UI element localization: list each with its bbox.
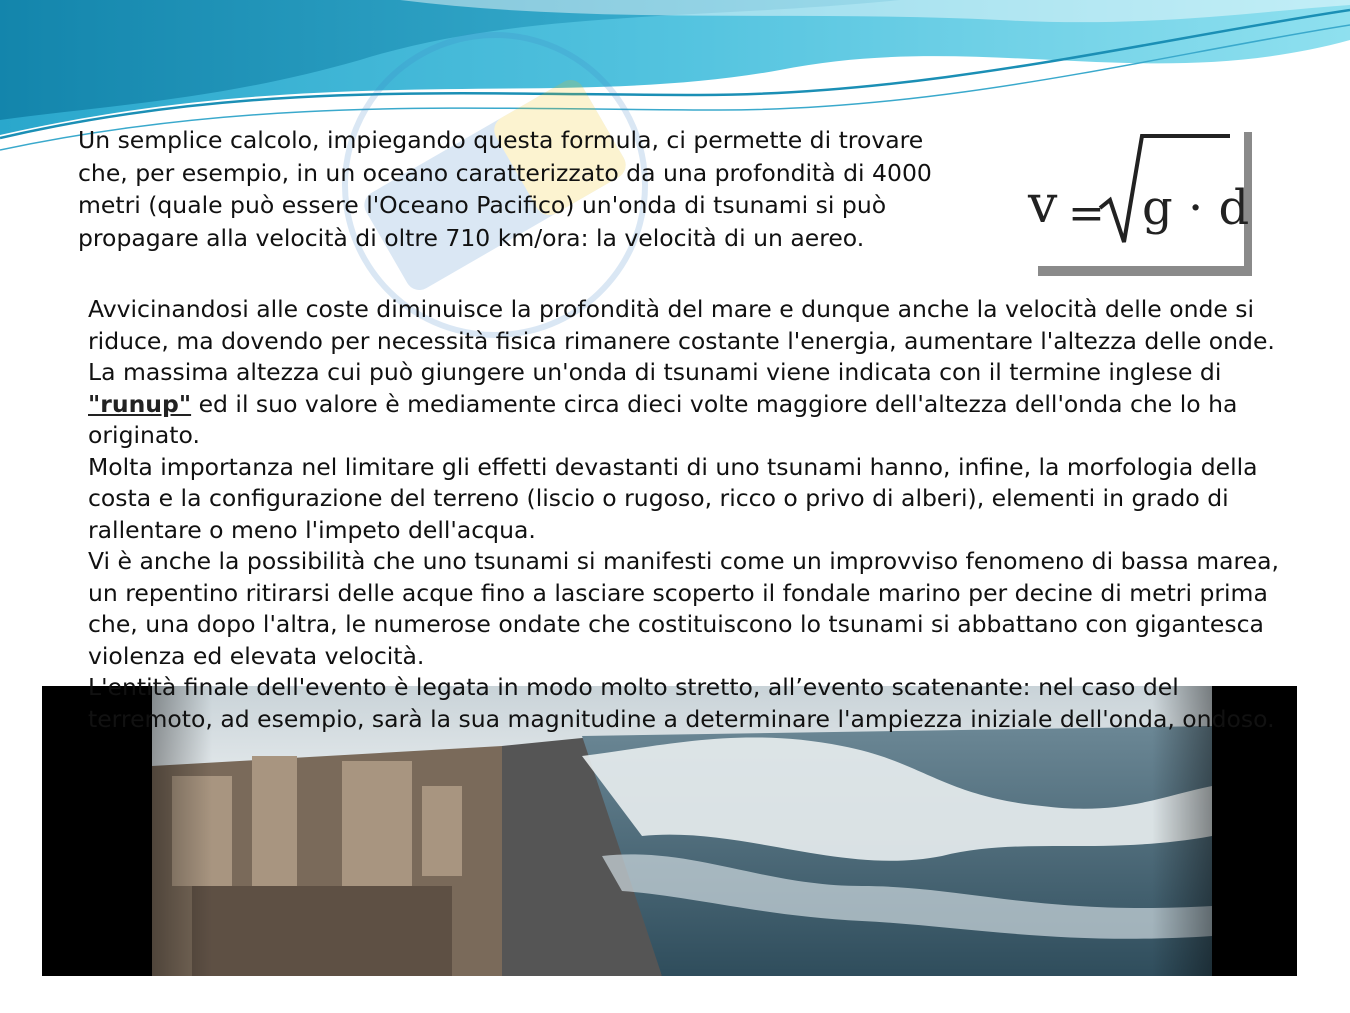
formula-image — [1020, 130, 1252, 276]
formula-lhs: v — [1028, 175, 1058, 235]
paragraph-final-entity: L'entità finale dell'evento è legata in modo molto stretto, all’evento scatenante: nel caso del terremoto, ad esempio, sarà la sua magnitudine a determinare l'ampiezza iniziale dell'onda, ondoso. — [88, 673, 1275, 733]
paragraph-runup-after: ed il suo valore è mediamente circa dieci volte maggiore dell'altezza dell'onda che lo ha originato. — [88, 389, 1238, 449]
formula-radicand: g · d — [1142, 180, 1250, 236]
paragraph-runup-before: La massima altezza cui può giungere un'onda di tsunami viene indicata con il termine inglese di — [88, 358, 1222, 386]
paragraph-coast: Avvicinandosi alle coste diminuisce la profondità del mare e dunque anche la velocità delle onde si riduce, ma dovendo per necessità fisica rimanere costante l'energia, aumentare l'altezza delle onde. — [88, 295, 1275, 355]
body-text — [88, 294, 1288, 735]
formula-equals: = — [1068, 188, 1105, 239]
paragraph-morphology: Molta importanza nel limitare gli effetti devastanti di uno tsunami hanno, infine, la morfologia della costa e la configurazione del terreno (liscio o rugoso, ricco o privo di alberi), elementi in grado di rallentare o meno l'impeto dell'acqua. — [88, 452, 1258, 544]
runup-link[interactable]: "runup" — [88, 389, 192, 418]
intro-paragraph: Un semplice calcolo, impiegando questa formula, ci permette di trovare che, per esempio, in un oceano caratterizzato da una profondità di 4000 metri (quale può essere l'Oceano Pacifico) un'onda di tsunami si può propagare alla velocità di oltre 710 km/ora: la velocità di un aereo. — [78, 126, 932, 252]
paragraph-low-tide: Vi è anche la possibilità che uno tsunami si manifesti come un improvviso fenomeno di bassa marea, un repentino ritirarsi delle acque fino a lasciare scoperto il fondale marino per decine di metri prima che, una dopo l'altra, le numerose ondate che costituiscono lo tsunami si abbattano con gigantesca violenza ed elevata velocità. — [88, 547, 1280, 670]
paragraph-runup — [88, 357, 1288, 452]
